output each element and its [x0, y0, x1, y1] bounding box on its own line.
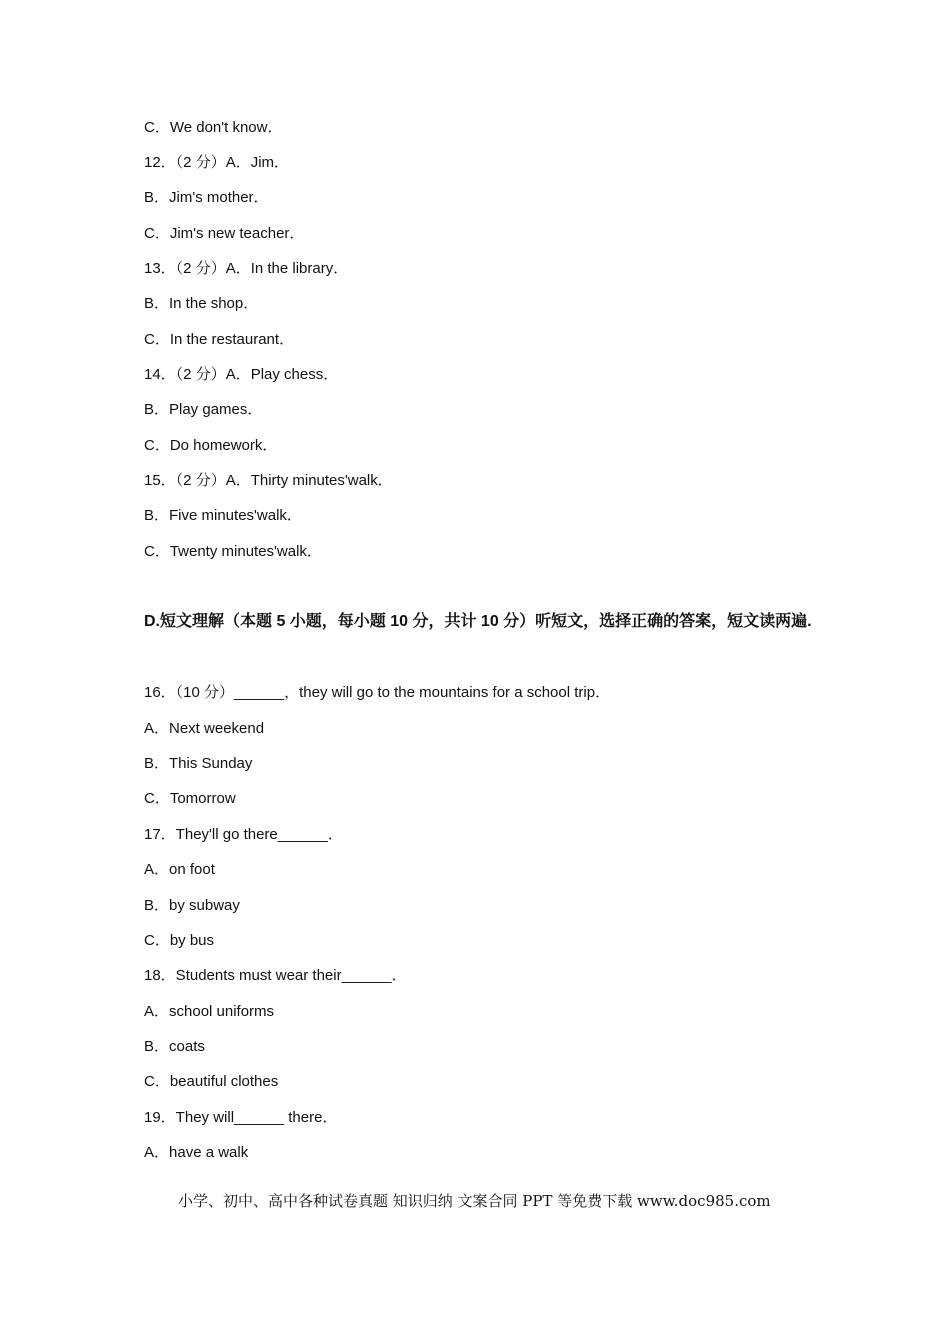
option-line: B．This Sunday: [144, 755, 253, 772]
question-line: 12．（2 分）A．Jim．: [144, 154, 290, 171]
option-line: C．beautiful clothes: [144, 1073, 279, 1090]
question-line: 17．They'll go there______．: [144, 826, 343, 843]
question-line: 14．（2 分）A．Play chess．: [144, 366, 339, 383]
option-line: B．coats: [144, 1038, 205, 1055]
page-footer: 小学、初中、高中各种试卷真题 知识归纳 文案合同 PPT 等免费下载 www.doc985.com: [178, 1192, 771, 1210]
option-line: A．school uniforms: [144, 1003, 275, 1020]
option-line: B．Five minutes'walk．: [144, 507, 302, 524]
question-line: 18．Students must wear their______．: [144, 967, 407, 984]
option-line: C．In the restaurant．: [144, 331, 295, 348]
option-line: A．have a walk: [144, 1144, 249, 1161]
option-line: C．Do homework．: [144, 437, 278, 454]
option-line: B．Jim's mother．: [144, 189, 269, 206]
question-line: 19．They will______ there．: [144, 1109, 338, 1126]
question-line: 15．（2 分）A．Thirty minutes'walk．: [144, 472, 393, 489]
option-line: C．Twenty minutes'walk．: [144, 543, 322, 560]
option-line: C．We don't know．: [144, 119, 283, 136]
option-line: B．by subway: [144, 897, 240, 914]
option-line: C．Tomorrow: [144, 790, 236, 807]
option-line: C．by bus: [144, 932, 215, 949]
question-line: 13．（2 分）A．In the library．: [144, 260, 349, 277]
option-line: A．on foot: [144, 861, 215, 878]
option-line: B．In the shop．: [144, 295, 259, 312]
option-line: A．Next weekend: [144, 720, 265, 737]
option-line: C．Jim's new teacher．: [144, 225, 305, 242]
section-heading: D.短文理解（本题 5 小题，每小题 10 分，共计 10 分）听短文，选择正确的答案，短文读两遍.: [144, 613, 812, 630]
question-line: 16．（10 分）______，they will go to the mountains for a school trip．: [144, 684, 611, 701]
option-line: B．Play games．: [144, 401, 263, 418]
